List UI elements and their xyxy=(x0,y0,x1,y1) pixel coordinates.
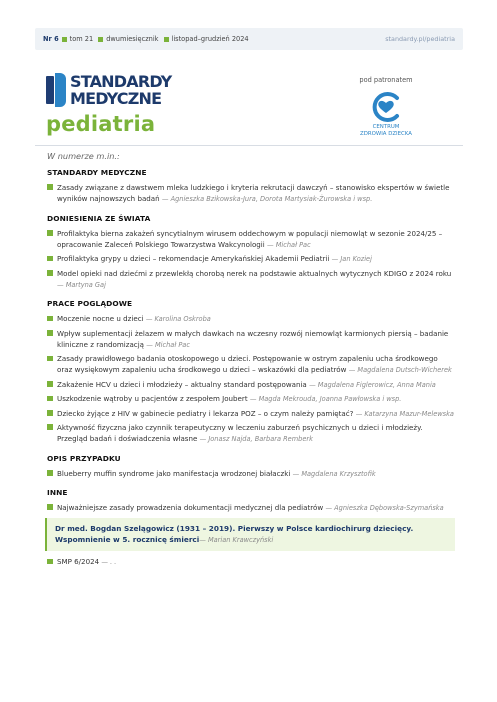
article-title: Dziecko żyjące z HIV w gabinecie pediatry i lekarza POZ – o czym należy pamiętać? xyxy=(57,408,354,418)
issue-date: listopad–grudzień 2024 xyxy=(171,35,249,43)
article-title: Aktywność fizyczna jako czynnik terapeutyczny w leczeniu zaburzeń psychicznych u dzieci i młodzieży. Przegląd badań i doświadczenia własne xyxy=(57,423,423,444)
article-title: Uszkodzenie wątroby u pacjentów z zespołem Joubert xyxy=(57,394,248,404)
list-item[interactable] xyxy=(47,408,455,419)
article-title: Blueberry muffin syndrome jako manifestacja wrodzonej białaczki xyxy=(57,468,291,478)
issue-frequency: dwumiesięcznik xyxy=(106,35,159,43)
czd-logo-icon xyxy=(366,92,406,122)
list-item[interactable] xyxy=(47,502,455,513)
list-item[interactable] xyxy=(47,253,455,264)
section-title: OPIS PRZYPADKU xyxy=(47,453,121,463)
bullet-square-icon xyxy=(47,230,53,236)
article-authors: — Agnieszka Dębowska-Szymańska xyxy=(325,504,444,513)
patron-org-line-1: CENTRUM xyxy=(372,124,400,130)
bullet-square-icon xyxy=(47,381,53,387)
logo-mark-icon xyxy=(46,73,66,107)
issue-volume: tom 21 xyxy=(69,35,94,43)
article-title: Profilaktyka bierna zakażeń syncytialnym wirusem oddechowym w populacji niemowląt w sezonie 2024/25 – opracowanie Zaleceń Polskiego Towarzystwa Wakcynologii xyxy=(57,228,443,249)
bullet-square-icon xyxy=(47,396,53,402)
article-authors: — Martyna Gaj xyxy=(57,280,106,289)
bullet-square-icon xyxy=(47,410,53,416)
separator-square-icon xyxy=(164,37,169,42)
article-authors: — Jan Koziej xyxy=(331,255,372,264)
list-item[interactable] xyxy=(47,379,455,390)
article-authors: — Magdalena Krzysztofik xyxy=(292,469,376,478)
list-item[interactable] xyxy=(47,182,455,205)
article-authors: — Magdalena Dutsch-Wicherek xyxy=(348,366,452,375)
list-item[interactable] xyxy=(47,228,455,251)
article-authors: — Magda Mekrouda, Joanna Pawłowska i wsp. xyxy=(249,395,402,404)
separator-square-icon xyxy=(98,37,103,42)
article-title: Najważniejsze zasady prowadzenia dokumentacji medycznej dla pediatrów xyxy=(57,503,324,513)
featured-article-title: Dr med. Bogdan Szelągowicz (1931 – 2019). Pierwszy w Polsce kardiochirurg dziecięcy. Wspomnienie w 5. rocznicę śmierci xyxy=(55,523,414,545)
article-authors: — Katarzyna Mazur-Melewska xyxy=(355,409,454,418)
separator-square-icon xyxy=(62,37,67,42)
article-authors: — Karolina Oskroba xyxy=(145,315,211,324)
list-item[interactable] xyxy=(47,313,455,324)
divider xyxy=(35,145,463,146)
contents-list xyxy=(47,168,455,571)
article-authors: — Magdalena Figlerowicz, Anna Mania xyxy=(309,380,436,389)
article-authors: — . . xyxy=(101,558,117,567)
article-title: Zakażenie HCV u dzieci i młodzieży – aktualny standard postępowania xyxy=(57,379,307,389)
intro-text: W numerze m.in.: xyxy=(47,151,120,161)
section-title: PRACE POGLĄDOWE xyxy=(47,299,133,309)
bullet-square-icon xyxy=(47,559,53,565)
bullet-square-icon xyxy=(47,424,53,430)
issue-bar xyxy=(35,28,463,50)
logo-word-1: STANDARDY xyxy=(70,72,172,91)
article-authors: — Jonasz Najda, Barbara Remberk xyxy=(199,435,313,444)
article-title: Profilaktyka grypy u dzieci – rekomendacje Amerykańskiej Akademii Pediatrii xyxy=(57,254,330,264)
article-title: Moczenie nocne u dzieci xyxy=(57,314,144,324)
list-item[interactable] xyxy=(47,468,455,479)
journal-title: pediatria xyxy=(46,112,156,136)
list-item[interactable] xyxy=(47,393,455,404)
issue-number: Nr 6 xyxy=(43,35,59,43)
bullet-square-icon xyxy=(47,504,53,510)
featured-article-authors: — Marian Krawczyński xyxy=(199,536,274,545)
bullet-square-icon xyxy=(47,316,53,322)
patronage-label: pod patronatem xyxy=(359,76,413,84)
list-item[interactable] xyxy=(47,556,455,567)
article-title: Wpływ suplementacji żelazem w małych dawkach na wczesny rozwój niemowląt karmionych piersią – badanie kliniczne z randomizacją xyxy=(57,328,449,349)
bullet-square-icon xyxy=(47,356,53,362)
article-title: Zasady prawidłowego badania otoskopowego u dzieci. Postępowanie w ostrym zapaleniu ucha środkowego oraz wysiękowym zapaleniu ucha środkowego u dzieci – wskazówki dla pediatrów xyxy=(57,354,438,375)
list-item[interactable] xyxy=(47,422,455,445)
site-link[interactable]: standardy.pl/pediatria xyxy=(385,35,455,43)
list-item[interactable] xyxy=(47,353,455,376)
bullet-square-icon xyxy=(47,470,53,476)
article-title: SMP 6/2024 xyxy=(57,557,100,567)
section-title: DONIESIENIA ZE ŚWIATA xyxy=(47,213,151,223)
bullet-square-icon xyxy=(47,330,53,336)
bullet-square-icon xyxy=(47,184,53,190)
patron-org-line-2: ZDROWIA DZIECKA xyxy=(360,131,412,138)
bullet-square-icon xyxy=(47,256,53,262)
standardy-medyczne-logo xyxy=(46,73,206,107)
article-authors: — Michał Pac xyxy=(267,240,311,249)
article-authors: — Agnieszka Bzikowska-Jura, Dorota Martysiak-Żurowska i wsp. xyxy=(161,195,373,204)
patronage-block xyxy=(346,76,426,139)
list-item[interactable] xyxy=(47,328,455,351)
bullet-square-icon xyxy=(47,270,53,276)
section-title: STANDARDY MEDYCZNE xyxy=(47,168,147,177)
section-title: INNE xyxy=(47,488,68,498)
list-item[interactable] xyxy=(47,268,455,291)
article-title: Zasady związane z dawstwem mleka ludzkiego i kryteria rekrutacji dawczyń – stanowisko ekspertów w świetle wyników najnowszych badań xyxy=(57,183,450,204)
article-title: Model opieki nad dziećmi z przewlekłą chorobą nerek na podstawie aktualnych wytycznych KDIGO z 2024 roku xyxy=(57,268,452,278)
article-authors: — Michał Pac xyxy=(146,340,190,349)
featured-article[interactable] xyxy=(45,518,455,552)
logo-word-2: MEDYCZNE xyxy=(70,89,162,108)
